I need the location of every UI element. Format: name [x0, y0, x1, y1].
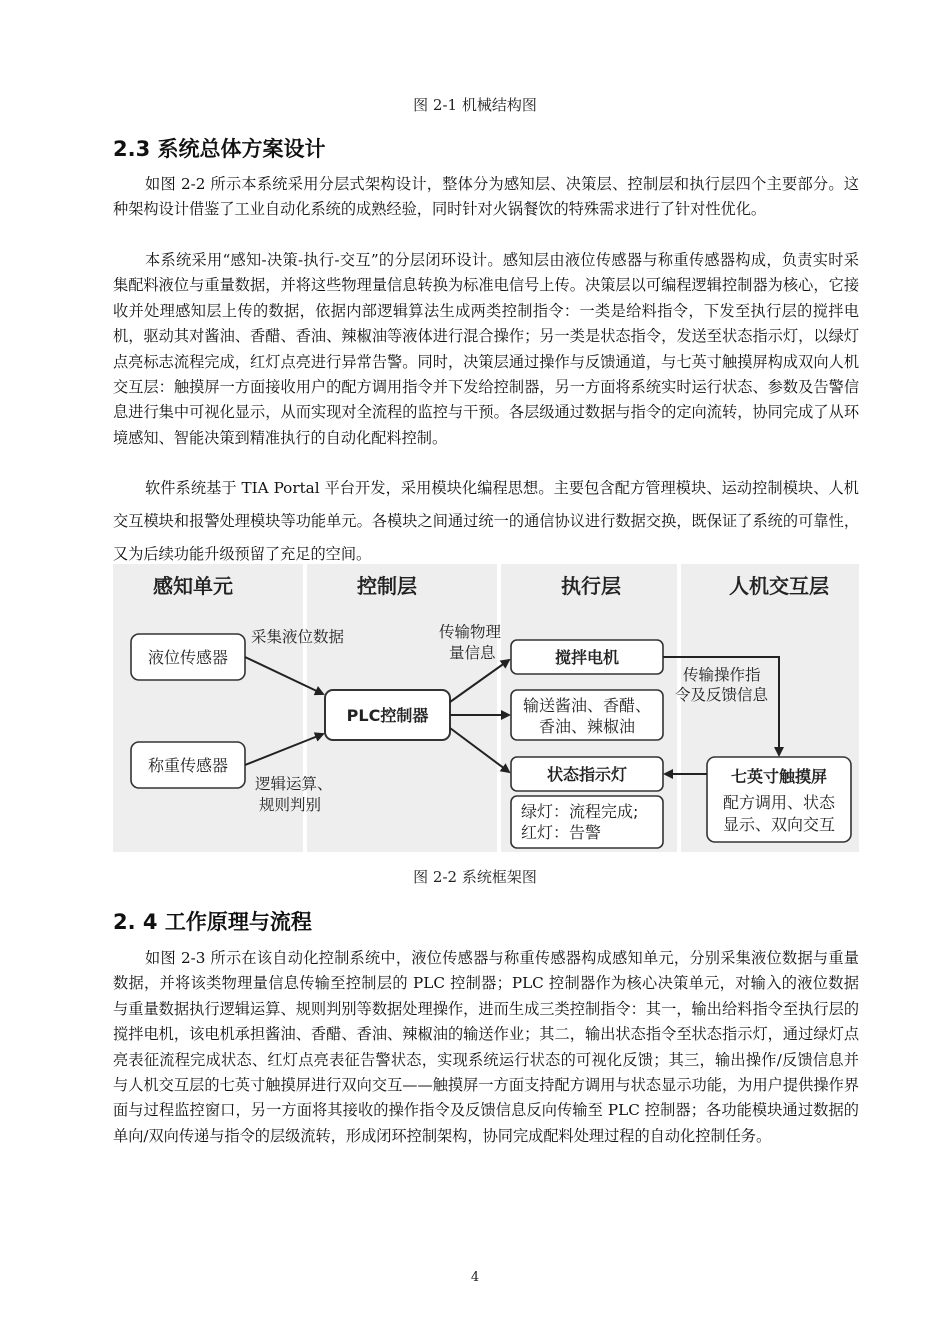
edge-label-collect-liquid: 采集液位数据	[251, 628, 345, 646]
system-framework-diagram	[113, 564, 859, 852]
status-indicator-label: 状态指示灯	[546, 765, 628, 784]
section-2-3-paragraph-2: 本系统采用“感知-决策-执行-交互”的分层闭环设计。感知层由液位传感器与称重传感器构成，负责实时采集配料液位与重量数据，并将这些物理量信息转换为标准电信号上传。决策层以可编程逻辑控制器为核心，它接收并处理感知层上传的数据，依据内部逻辑算法生成两类控制指令：一类是给料指令，下发至执行层的搅拌电机，驱动其对酱油、香醋、香油、辣椒油等液体进行混合操作；另一类是状态指令，发送至状态指示灯，以绿灯点亮标志流程完成，红灯点亮进行异常告警。同时，决策层通过操作与反馈通道，与七英寸触摸屏构成双向人机交互层：触摸屏一方面接收用户的配方调用指令并下发给控制器，另一方面将系统实时运行状态、参数及告警信息进行集中可视化显示，从而实现对全流程的监控与干预。各层级通过数据与指令的定向流转，协同完成了从环境感知、智能决策到精准执行的自动化配料控制。	[113, 251, 859, 447]
section-2-4-paragraph: 如图 2-3 所示在该自动化控制系统中，液位传感器与称重传感器构成感知单元，分别采集液位数据与重量数据，并将该类物理量信息传输至控制层的 PLC 控制器；PLC 控制器作为核心决策单元，对输入的液位数据与重量数据执行逻辑运算、规则判别等数据处理操作，进而生成三类控制指令：其一，输出给料指令至执行层的搅拌电机，该电机承担酱油、香醋、香油、辣椒油的输送作业；其二，输出状态指令至状态指示灯，通过绿灯点亮表征流程完成状态、红灯点亮表征告警状态，实现系统运行状态的可视化反馈；其三，输出操作/反馈信息并与人机交互层的七英寸触摸屏进行双向交互——触摸屏一方面支持配方调用与状态显示功能，为用户提供操作界面与过程监控窗口，另一方面将其接收的操作指令及反馈信息反向传输至 PLC 控制器；各功能模块通过数据的单向/双向传递与指令的层级流转，形成闭环控制架构，协同完成配料处理过程的自动化控制任务。	[113, 949, 859, 1145]
liquid-level-sensor-label: 液位传感器	[147, 648, 229, 667]
indicator-note-line-2: 红灯：告警	[521, 823, 602, 842]
weight-sensor-label: 称重传感器	[147, 756, 229, 775]
edge-label-transmit-line-2: 量信息	[449, 644, 496, 662]
lane-title-hmi: 人机交互层	[729, 574, 829, 598]
delivery-label-line-1: 输送酱油、香醋、	[522, 696, 652, 715]
edge-label-op-line-1: 传输操作指	[683, 666, 761, 684]
touch-screen-line-1: 配方调用、状态	[722, 793, 836, 812]
edge-label-op-line-2: 令及反馈信息	[675, 686, 769, 704]
figure-2-2-caption: 图 2-2 系统框架图	[413, 868, 537, 886]
page-number: 4	[470, 1270, 480, 1285]
edge-label-transmit-line-1: 传输物理	[439, 623, 502, 641]
edge-label-logic-line-1: 逻辑运算、	[255, 775, 333, 793]
lane-title-control: 控制层	[357, 574, 417, 598]
touch-screen-title: 七英寸触摸屏	[730, 767, 828, 786]
figure-2-1-caption: 图 2-1 机械结构图	[413, 96, 537, 114]
edge-label-logic-line-2: 规则判别	[259, 796, 322, 814]
mixer-motor-label: 搅拌电机	[554, 648, 620, 667]
delivery-label-line-2: 香油、辣椒油	[538, 717, 636, 736]
indicator-note-line-1: 绿灯：流程完成;	[521, 802, 639, 821]
section-2-3-heading: 2.3 系统总体方案设计	[113, 137, 326, 161]
section-2-4-heading: 2. 4 工作原理与流程	[113, 910, 312, 934]
section-2-3-paragraph-3: 软件系统基于 TIA Portal 平台开发，采用模块化编程思想。主要包含配方管理模块、运动控制模块、人机交互模块和报警处理模块等功能单元。各模块之间通过统一的通信协议进行数据交换，既保证了系统的可靠性，又为后续功能升级预留了充足的空间。	[113, 479, 859, 563]
section-2-3-paragraph-1: 如图 2-2 所示本系统采用分层式架构设计，整体分为感知层、决策层、控制层和执行层四个主要部分。这种架构设计借鉴了工业自动化系统的成熟经验，同时针对火锅餐饮的特殊需求进行了针对性优化。	[113, 175, 859, 219]
plc-controller-label: PLC控制器	[346, 706, 429, 725]
lane-title-execution: 执行层	[561, 574, 621, 598]
lane-title-sensing: 感知单元	[153, 574, 233, 598]
touch-screen-line-2: 显示、双向交互	[722, 815, 836, 834]
